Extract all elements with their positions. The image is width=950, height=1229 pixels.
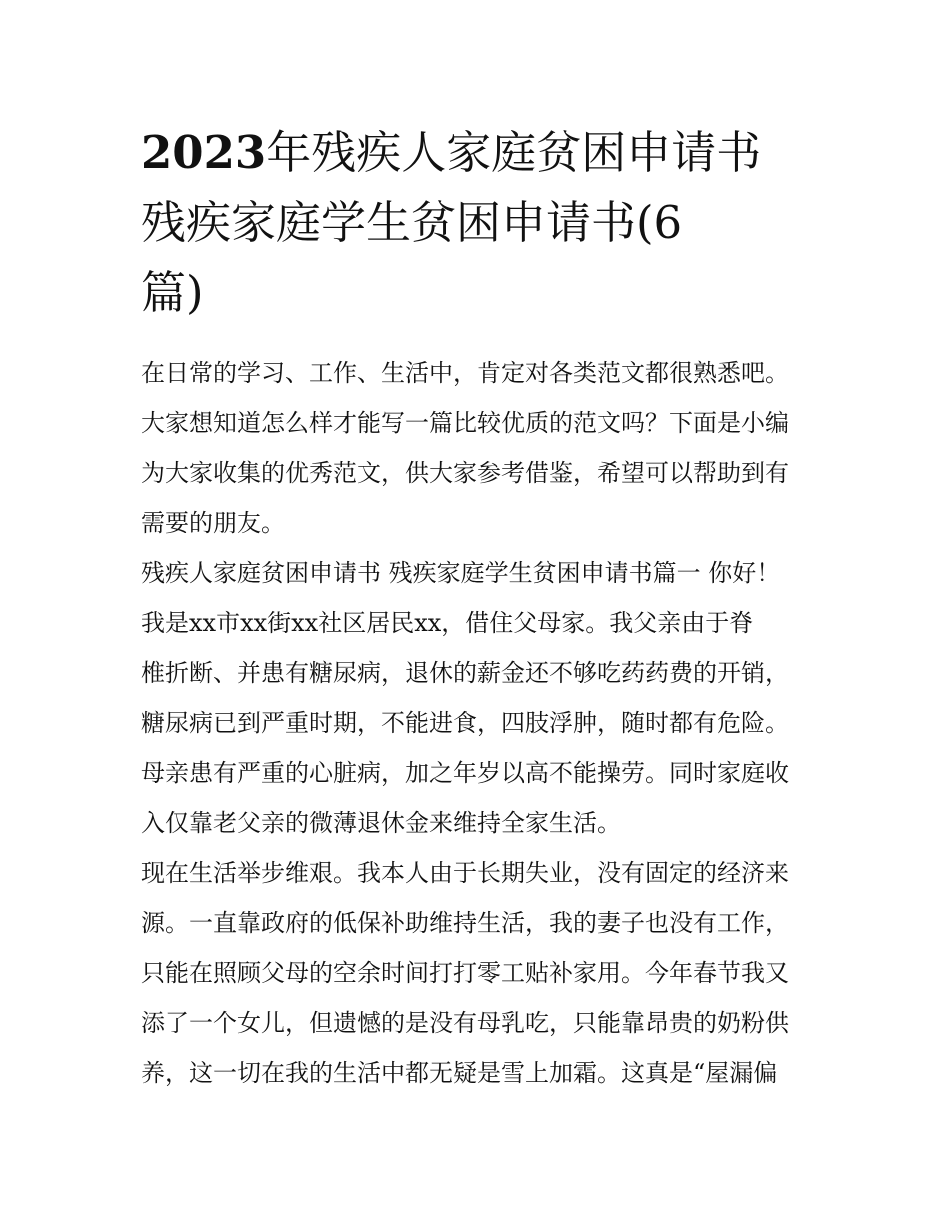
title-line-1-rest: 年残疾人家庭贫困申请书 — [266, 126, 762, 179]
title-line-1 — [141, 118, 813, 188]
paragraph-line: 只能在照顾父母的空余时间打打零工贴补家用。今年春节我又 — [141, 959, 789, 987]
paragraph-line: 现在生活举步维艰。我本人由于长期失业，没有固定的经济来 — [141, 859, 789, 887]
paragraph-letter-1 — [141, 548, 813, 848]
paragraph-line: 椎折断、并患有糖尿病，退休的薪金还不够吃药药费的开销， — [141, 659, 789, 687]
paragraph-intro — [141, 348, 813, 548]
paragraph-letter-2 — [141, 848, 813, 1098]
paragraph-line: 养，这一切在我的生活中都无疑是雪上加霜。这真是“屋漏偏 — [141, 1059, 778, 1087]
paragraph-line: 需要的朋友。 — [141, 509, 285, 537]
document-body — [141, 348, 813, 1098]
document-title — [141, 118, 813, 328]
paragraph-line: 为大家收集的优秀范文，供大家参考借鉴，希望可以帮助到有 — [141, 459, 789, 487]
paragraph-line: 源。一直靠政府的低保补助维持生活，我的妻子也没有工作， — [141, 909, 789, 937]
paragraph-line: 在日常的学习、工作、生活中，肯定对各类范文都很熟悉吧。 — [141, 359, 789, 387]
paragraph-line: 残疾人家庭贫困申请书 残疾家庭学生贫困申请书篇一 你好！ — [141, 559, 781, 587]
title-line-3: 篇) — [141, 266, 204, 319]
paragraph-line: 我是xx市xx街xx社区居民xx，借住父母家。我父亲由于脊 — [141, 609, 754, 637]
paragraph-line: 入仅靠老父亲的微薄退休金来维持全家生活。 — [141, 809, 621, 837]
paragraph-line: 糖尿病已到严重时期，不能进食，四肢浮肿，随时都有危险。 — [141, 709, 789, 737]
document-page — [141, 118, 813, 1098]
title-line-2: 残疾家庭学生贫困申请书(6 — [141, 196, 683, 249]
paragraph-line: 母亲患有严重的心脏病，加之年岁以高不能操劳。同时家庭收 — [141, 759, 789, 787]
paragraph-line: 大家想知道怎么样才能写一篇比较优质的范文吗？下面是小编 — [141, 409, 789, 437]
title-year: 2023 — [141, 126, 267, 179]
paragraph-line: 添了一个女儿，但遗憾的是没有母乳吃，只能靠昂贵的奶粉供 — [141, 1009, 789, 1037]
